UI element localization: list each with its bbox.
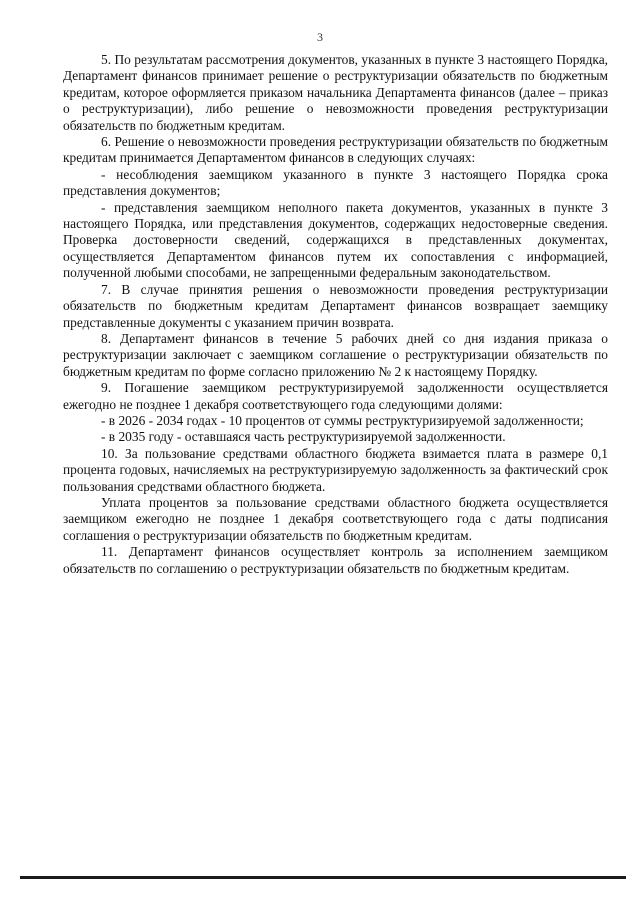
page-number: 3 xyxy=(317,30,323,44)
paragraph-6-item-2: - представления заемщиком неполного пакета документов, указанных в пункте 3 настоящего Порядка, или представления документов, содержащих недостоверные сведения. Проверка достоверности сведений, содержащихся в представленных документах, осуществляется Департаментом финансов путем их сопоставления с информацией, полученной любыми способами, не запрещенными федеральным законодательством. xyxy=(63,199,608,281)
paragraph-5: 5. По результатам рассмотрения документов, указанных в пункте 3 настоящего Порядка, Департамент финансов принимает решение о реструктуризации обязательств по бюджетным кредитам, которое оформляется приказом начальника Департамента финансов (далее – приказ о реструктуризации), либо решение о невозможности проведения реструктуризации обязательств по бюджетным кредитам. xyxy=(63,52,608,133)
paragraph-6-item-1: - несоблюдения заемщиком указанного в пункте 3 настоящего Порядка срока представления документов; xyxy=(63,166,608,199)
paragraph-9-item-1: - в 2026 - 2034 годах - 10 процентов от суммы реструктуризируемой задолженности; xyxy=(101,412,584,428)
paragraph-8: 8. Департамент финансов в течение 5 рабочих дней со дня издания приказа о реструктуризации заключает с заемщиком соглашение о реструктуризации обязательств по бюджетным кредитам по форме согласно приложению № 2 к настоящему Порядку. xyxy=(63,330,608,379)
scan-bottom-edge-line xyxy=(20,876,626,879)
paragraph-9-item-2: - в 2035 году - оставшаяся часть реструктуризируемой задолженности. xyxy=(101,429,506,445)
document-body xyxy=(63,52,608,577)
paragraph-9: 9. Погашение заемщиком реструктуризируемой задолженности осуществляется ежегодно не позднее 1 декабря соответствующего года следующими долями: xyxy=(63,380,608,412)
paragraph-10-interest: Уплата процентов за пользование средствами областного бюджета осуществляется заемщиком ежегодно не позднее 1 декабря соответствующего года с даты подписания соглашения о реструктуризации обязательств по бюджетным кредитам. xyxy=(63,494,608,543)
paragraph-10: 10. За пользование средствами областного бюджета взимается плата в размере 0,1 процента годовых, начисляемых на реструктуризируемую задолженность за фактический срок пользования средствами областного бюджета. xyxy=(63,445,608,494)
paragraph-7: 7. В случае принятия решения о невозможности проведения реструктуризации обязательств по бюджетным кредитам Департамент финансов возвращает заемщику представленные документы с указанием причин возврата. xyxy=(63,281,608,330)
paragraph-11: 11. Департамент финансов осуществляет контроль за исполнением заемщиком обязательств по соглашению о реструктуризации обязательств по бюджетным кредитам. xyxy=(63,544,608,576)
paragraph-6: 6. Решение о невозможности проведения реструктуризации обязательств по бюджетным кредитам принимается Департаментом финансов в следующих случаях: xyxy=(63,134,608,166)
